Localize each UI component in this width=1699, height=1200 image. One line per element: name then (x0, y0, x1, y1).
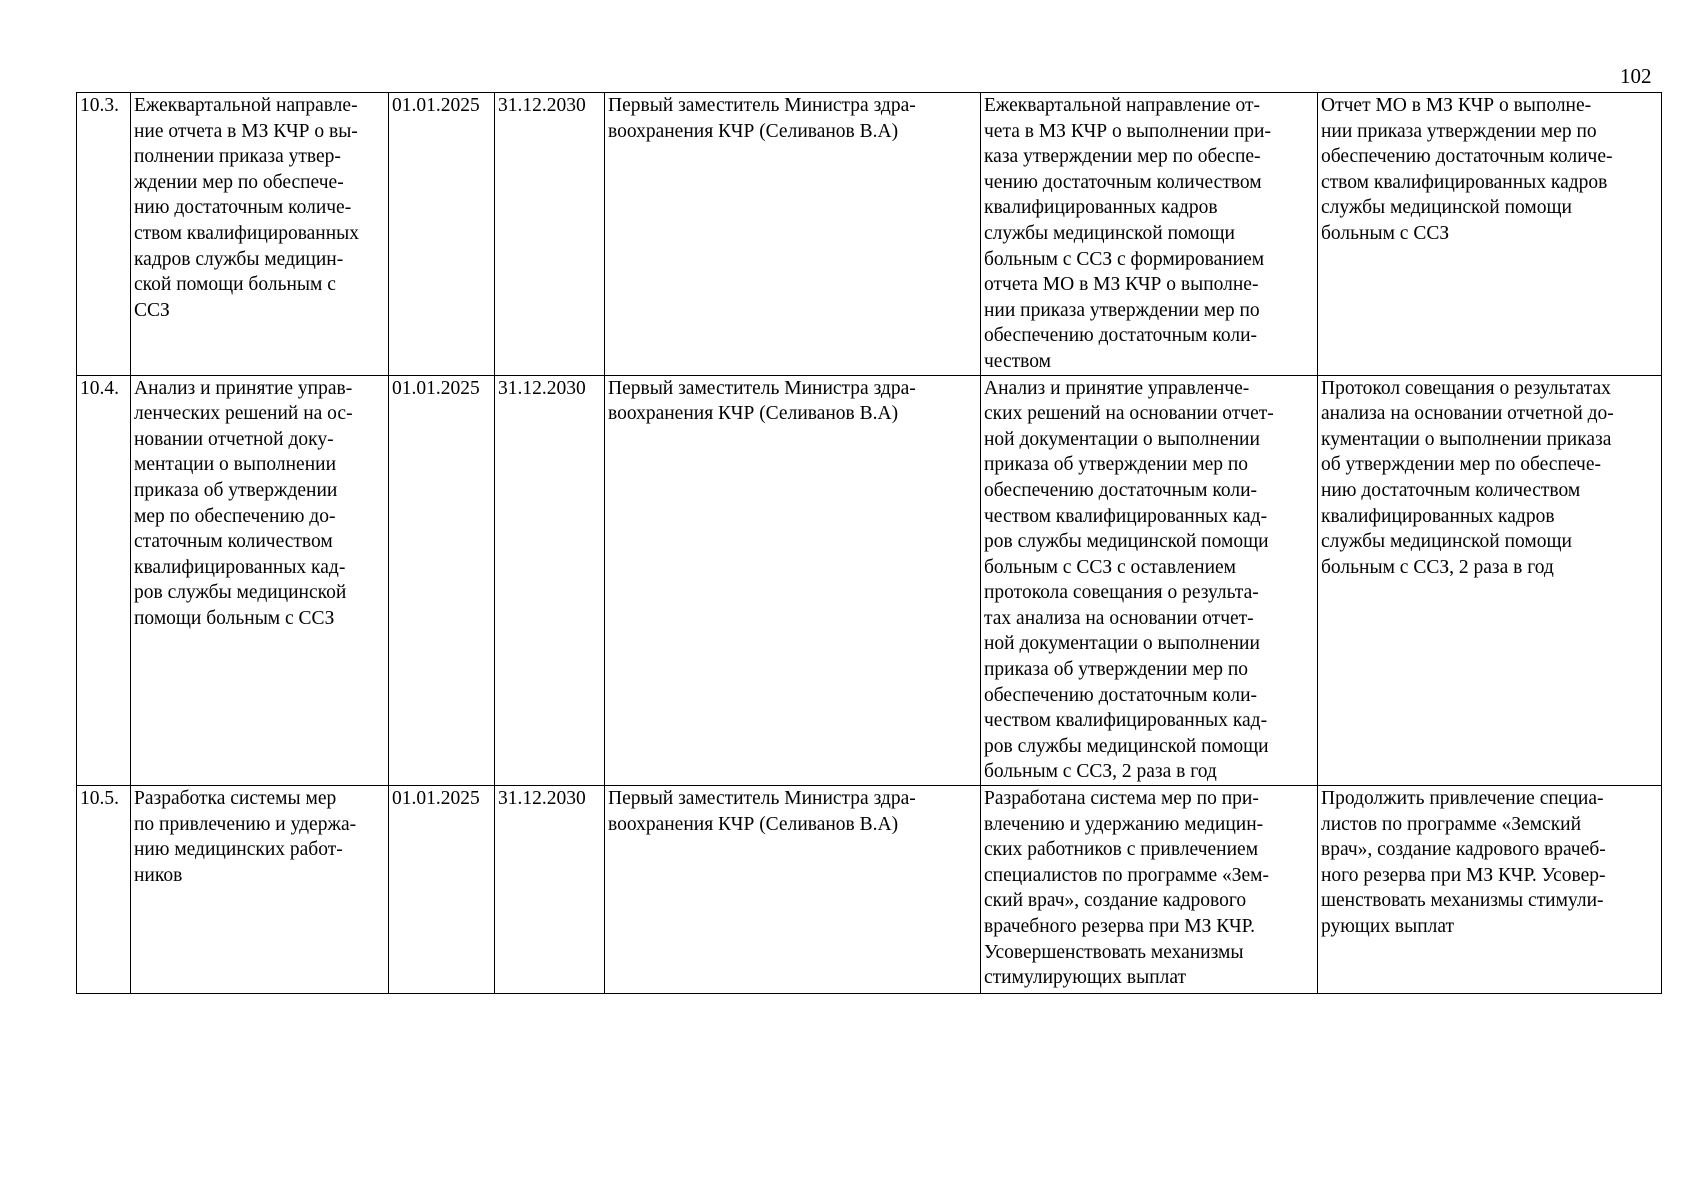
responsible-cell: Первый заместитель Министра здра- воохранения КЧР (Селиванов В.А) (605, 375, 981, 786)
end-date-cell: 31.12.2030 (495, 93, 605, 376)
action-plan-table (76, 92, 1662, 994)
start-date-cell: 01.01.2025 (389, 375, 495, 786)
start-date-cell: 01.01.2025 (389, 786, 495, 994)
table-row (77, 93, 1662, 376)
activity-cell: Анализ и принятие управ- ленческих решений на ос- новании отчетной доку- ментации о выполнении приказа об утверждении мер по обеспечению до- статочным количеством квалифицированных кад- ров службы медицинской помощи больным с ССЗ (131, 375, 389, 786)
start-date-cell: 01.01.2025 (389, 93, 495, 376)
responsible-cell: Первый заместитель Министра здра- воохранения КЧР (Селиванов В.А) (605, 786, 981, 994)
result-cell: Ежеквартальной направление от- чета в МЗ КЧР о выполнении при- каза утверждении мер по обеспе- чению достаточным количеством квалифицированных кадров службы медицинской помощи больным с ССЗ с формированием отчета МО в МЗ КЧР о выполне- нии приказа утверждении мер по обеспечению достаточным коли- чеством (981, 93, 1318, 376)
activity-cell: Разработка системы мер по привлечению и удержа- нию медицинских работ- ников (131, 786, 389, 994)
row-number: 10.5. (77, 786, 131, 994)
table-row (77, 375, 1662, 786)
result-cell: Разработана система мер по при- влечению и удержанию медицин- ских работников с привлечением специалистов по программе «Зем- ский врач», создание кадрового врачебного резерва при МЗ КЧР. Усовершенствовать механизмы стимулирующих выплат (981, 786, 1318, 994)
end-date-cell: 31.12.2030 (495, 786, 605, 994)
indicator-cell: Отчет МО в МЗ КЧР о выполне- нии приказа утверждении мер по обеспечению достаточным количе- ством квалифицированных кадров службы медицинской помощи больным с ССЗ (1318, 93, 1662, 376)
activity-cell: Ежеквартальной направле- ние отчета в МЗ КЧР о вы- полнении приказа утвер- ждении мер по обеспече- нию достаточным количе- ством квалифицированных кадров службы медицин- ской помощи больным с ССЗ (131, 93, 389, 376)
responsible-cell: Первый заместитель Министра здра- воохранения КЧР (Селиванов В.А) (605, 93, 981, 376)
table-row (77, 786, 1662, 994)
row-number: 10.4. (77, 375, 131, 786)
result-cell: Анализ и принятие управленче- ских решений на основании отчет- ной документации о выполнении приказа об утверждении мер по обеспечению достаточным коли- чеством квалифицированных кад- ров службы медицинской помощи больным с ССЗ с оставлением протокола совещания о результа- тах анализа на основании отчет- ной документации о выполнении приказа об утверждении мер по обеспечению достаточным коли- чеством квалифицированных кад- ров службы медицинской помощи больным с ССЗ, 2 раза в год (981, 375, 1318, 786)
indicator-cell: Протокол совещания о результатах анализа на основании отчетной до- кументации о выполнении приказа об утверждении мер по обеспече- нию достаточным количеством квалифицированных кадров службы медицинской помощи больным с ССЗ, 2 раза в год (1318, 375, 1662, 786)
end-date-cell: 31.12.2030 (495, 375, 605, 786)
page-number: 102 (1620, 64, 1652, 88)
row-number: 10.3. (77, 93, 131, 376)
indicator-cell: Продолжить привлечение специа- листов по программе «Земский врач», создание кадрового врачеб- ного резерва при МЗ КЧР. Усовер- шенствовать механизмы стимули- рующих выплат (1318, 786, 1662, 994)
